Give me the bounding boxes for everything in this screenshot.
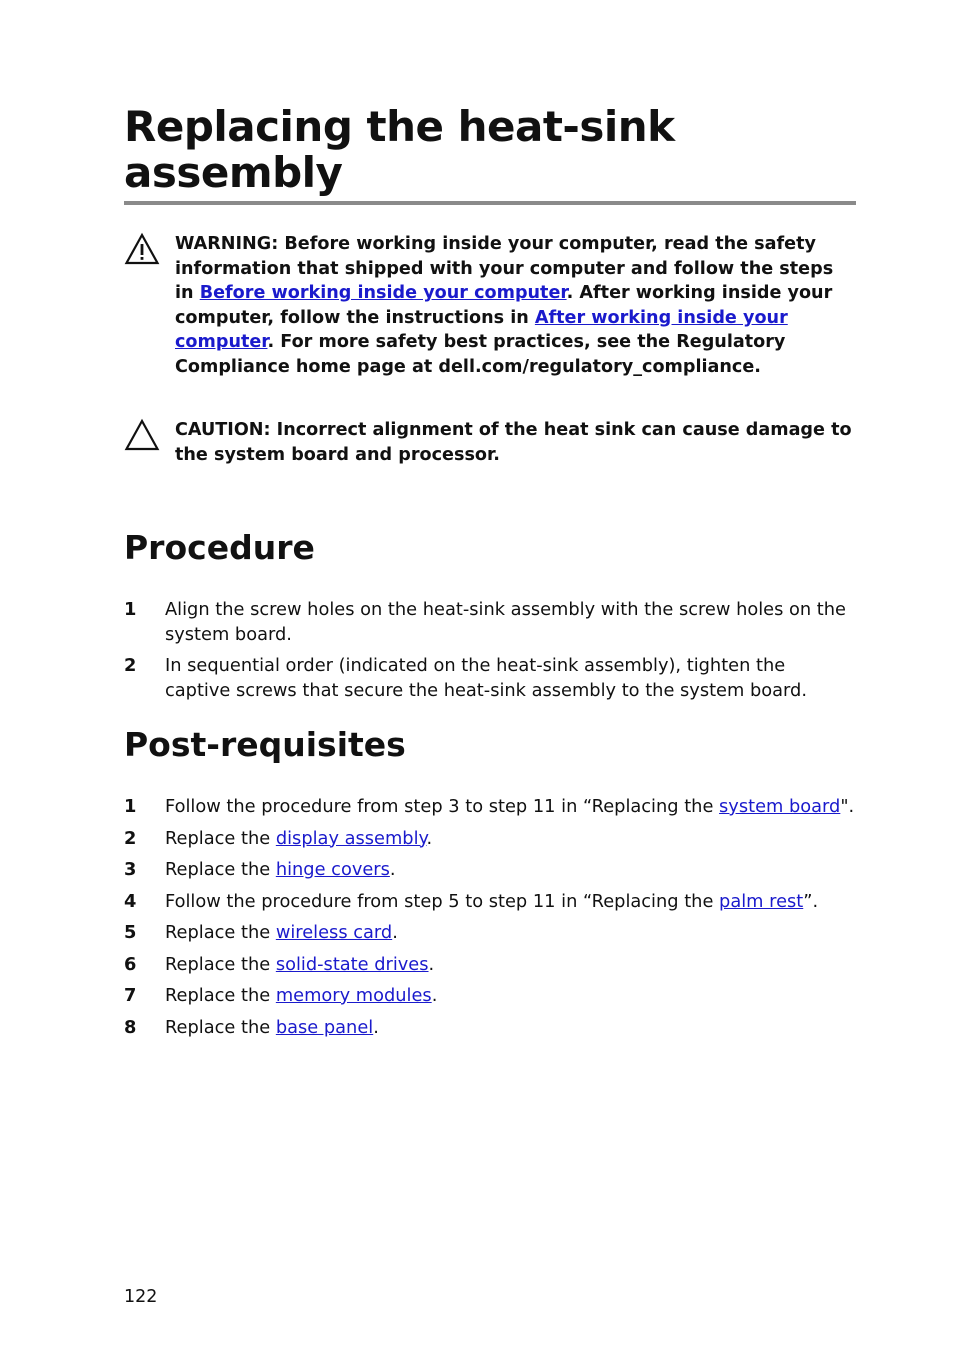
post-step	[124, 983, 856, 1008]
caution-text: CAUTION: Incorrect alignment of the heat sink can cause damage to the system board and processor.	[175, 420, 852, 465]
step-text-end: .	[373, 1016, 379, 1038]
step-text: Follow the procedure from step 5 to step 11 in “Replacing the	[165, 890, 720, 912]
step-text-end: .	[426, 827, 433, 849]
step-text: Replace the	[165, 953, 276, 975]
step-text: Align the screw holes on the heat-sink assembly with the screw holes on the system board.	[165, 599, 846, 645]
post-step	[124, 920, 856, 945]
step-number: 8	[124, 1016, 137, 1038]
memory-modules-link[interactable]: memory modules	[275, 985, 432, 1006]
title-divider	[124, 201, 856, 205]
step-text-end: .	[389, 859, 396, 880]
procedure-step	[124, 597, 856, 647]
step-number: 3	[124, 859, 137, 880]
wireless-card-link[interactable]: wireless card	[275, 922, 393, 943]
page-number: 122	[124, 1287, 158, 1307]
base-panel-link[interactable]: base panel	[275, 1016, 374, 1038]
post-requisites-heading: Post-requisites	[124, 725, 406, 764]
warning-text-part3: . For more safety best practices, see the Regulatory Compliance home page at dell.com/regulatory_compliance.	[175, 332, 786, 377]
warning-triangle-icon	[124, 232, 160, 266]
step-number: 2	[124, 655, 137, 676]
step-text-end: .	[392, 922, 398, 943]
solid-state-drives-link[interactable]: solid-state drives	[275, 953, 429, 975]
warning-text-part2: . After working inside your computer, follow the instructions in	[175, 283, 833, 328]
post-step	[124, 794, 856, 819]
page-title: Replacing the heat-sink assembly	[124, 102, 675, 197]
step-number: 5	[124, 922, 137, 943]
system-board-link[interactable]: system board	[719, 796, 841, 817]
step-text: Replace the	[165, 922, 276, 943]
step-text: Replace the	[165, 985, 276, 1006]
step-text-end: .	[428, 953, 435, 975]
post-requisites-steps	[124, 794, 856, 1046]
post-step	[124, 952, 856, 977]
procedure-steps	[124, 597, 856, 709]
step-text: Follow the procedure from step 3 to step 11 in “Replacing the	[165, 796, 720, 817]
post-step	[124, 826, 856, 851]
caution-triangle-icon	[124, 418, 160, 452]
step-text: Replace the	[165, 1016, 276, 1038]
step-text: Replace the	[165, 827, 276, 849]
step-text: In sequential order (indicated on the heat-sink assembly), tighten the captive screws that secure the heat-sink assembly to the system board.	[165, 655, 807, 701]
step-number: 4	[124, 890, 137, 912]
procedure-step	[124, 653, 856, 703]
post-step	[124, 857, 856, 882]
hinge-covers-link[interactable]: hinge covers	[275, 859, 390, 880]
step-text-end: ”.	[803, 890, 819, 912]
warning-text-part1: WARNING: Before working inside your computer, read the safety information that shipped with your computer and follow the steps in	[175, 234, 834, 304]
step-number: 1	[124, 599, 137, 620]
step-number: 1	[124, 796, 137, 817]
step-number: 6	[124, 953, 137, 975]
step-text-end: .	[431, 985, 438, 1006]
after-working-link[interactable]: After working inside your computer	[175, 307, 788, 353]
warning-text	[175, 232, 855, 380]
step-number: 2	[124, 827, 137, 849]
post-step	[124, 1015, 856, 1040]
post-step	[124, 889, 856, 914]
procedure-heading: Procedure	[124, 528, 315, 567]
palm-rest-link[interactable]: palm rest	[719, 890, 804, 912]
step-number: 7	[124, 985, 137, 1006]
step-text-end: ".	[840, 796, 855, 817]
before-working-link[interactable]: Before working inside your computer	[199, 283, 567, 304]
step-text: Replace the	[165, 859, 276, 880]
display-assembly-link[interactable]: display assembly	[275, 827, 427, 849]
